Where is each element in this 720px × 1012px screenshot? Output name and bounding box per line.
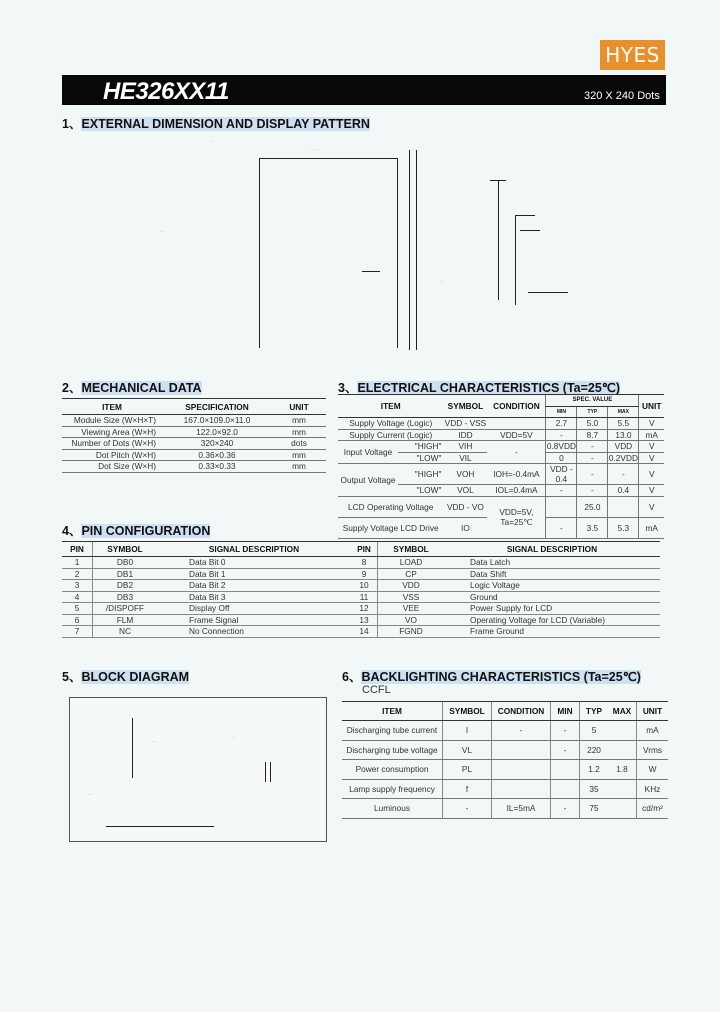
pin-header-desc: SIGNAL DESCRIPTION	[157, 542, 351, 557]
pin-symbol: CP	[378, 568, 445, 580]
pin-header-symbol: SYMBOL	[93, 542, 158, 557]
mech-spec: 122.0×92.0	[162, 426, 272, 438]
pin-header-pin2: PIN	[351, 542, 378, 557]
table-row	[342, 760, 668, 780]
section-5-heading	[62, 667, 189, 685]
bl-symbol: I	[443, 721, 492, 741]
electrical-header-row	[338, 395, 664, 407]
pin-symbol: DB0	[93, 557, 158, 569]
pin-desc: Data Latch	[444, 557, 660, 569]
pin-number: 4	[62, 591, 93, 603]
elec-max	[608, 496, 639, 517]
elec-unit: V	[639, 418, 664, 430]
elec-min: 0	[546, 452, 577, 464]
pin-number: 12	[351, 603, 378, 615]
dot-resolution: 320 X 240 Dots	[584, 90, 660, 102]
mech-unit: mm	[272, 426, 326, 438]
table-row	[62, 461, 326, 473]
elec-cond	[487, 418, 546, 430]
elec-item: Supply Voltage (Logic)	[338, 418, 443, 430]
pin-symbol: VDD	[378, 580, 445, 592]
pin-symbol: VO	[378, 614, 445, 626]
section-4-number: 4、	[62, 524, 82, 538]
dimension-drawing: · · · · · · · · · ·	[150, 130, 670, 375]
bl-symbol: PL	[443, 760, 492, 780]
elec-max: -	[608, 464, 639, 485]
bl-max	[608, 799, 637, 819]
elec-cond: IOH=-0.4mA	[487, 464, 546, 485]
pin-desc: Data Bit 2	[157, 580, 351, 592]
elec-min: -	[546, 485, 577, 497]
elec-max: VDD	[608, 441, 639, 453]
bl-item: Luminous	[342, 799, 443, 819]
mech-header-unit: UNIT	[272, 399, 326, 415]
mech-item: Dot Pitch (W×H)	[62, 449, 162, 461]
elec-cond: -	[487, 441, 546, 464]
pin-number: 6	[62, 614, 93, 626]
elec-unit: V	[639, 452, 664, 464]
bl-cond	[492, 779, 551, 799]
mech-spec: 0.33×0.33	[162, 461, 272, 473]
elec-symbol: VDD - VO	[443, 496, 487, 517]
elec-max: 5.5	[608, 418, 639, 430]
pin-desc: Data Bit 1	[157, 568, 351, 580]
bl-header-unit: UNIT	[637, 702, 669, 721]
bl-min: -	[551, 799, 580, 819]
bl-min: -	[551, 740, 580, 760]
mech-spec: 167.0×109.0×11.0	[162, 415, 272, 427]
pin-symbol: FGND	[378, 626, 445, 638]
elec-cond-group	[487, 496, 546, 538]
table-row	[342, 799, 668, 819]
elec-symbol: VIL	[443, 452, 487, 464]
bl-unit: mA	[637, 721, 669, 741]
bl-max	[608, 740, 637, 760]
backlight-type: CCFL	[362, 684, 391, 696]
pin-table	[62, 541, 660, 638]
pin-header-pin: PIN	[62, 542, 93, 557]
mech-unit: mm	[272, 415, 326, 427]
elec-unit: V	[639, 464, 664, 485]
elec-typ: 8.7	[577, 429, 608, 441]
mech-spec: 0.36×0.36	[162, 449, 272, 461]
mech-unit: dots	[272, 438, 326, 450]
section-1-number: 1、	[62, 117, 82, 131]
bl-typ: 220	[580, 740, 609, 760]
elec-typ: 5.0	[577, 418, 608, 430]
section-1-title: EXTERNAL DIMENSION AND DISPLAY PATTERN	[81, 117, 370, 131]
bl-min	[551, 760, 580, 780]
bl-symbol: VL	[443, 740, 492, 760]
section-2-heading	[62, 378, 202, 396]
bl-item: Power consumption	[342, 760, 443, 780]
pin-number: 7	[62, 626, 93, 638]
elec-unit: mA	[639, 429, 664, 441]
table-row	[62, 603, 660, 615]
pin-symbol: NC	[93, 626, 158, 638]
section-2-number: 2、	[62, 381, 82, 395]
bl-item: Discharging tube current	[342, 721, 443, 741]
elec-min: -	[546, 517, 577, 538]
pin-desc: Operating Voltage for LCD (Variable)	[444, 614, 660, 626]
bl-header-typ: TYP	[580, 702, 609, 721]
table-row	[62, 426, 326, 438]
section-3-title: ELECTRICAL CHARACTERISTICS (Ta=25℃)	[357, 381, 621, 395]
elec-typ: -	[577, 452, 608, 464]
bl-header-min: MIN	[551, 702, 580, 721]
section-6-number: 6、	[342, 670, 362, 684]
bl-max: 1.8	[608, 760, 637, 780]
pin-desc: Logic Voltage	[444, 580, 660, 592]
electrical-table	[338, 394, 664, 539]
bl-item: Discharging tube voltage	[342, 740, 443, 760]
elec-header-spec: SPEC. VALUE	[546, 395, 639, 407]
bl-typ: 35	[580, 779, 609, 799]
bl-unit: Vrms	[637, 740, 669, 760]
mech-header-spec: SPECIFICATION	[162, 399, 272, 415]
pin-symbol: DB1	[93, 568, 158, 580]
elec-item: Supply Current (Logic)	[338, 429, 443, 441]
table-row	[62, 591, 660, 603]
elec-typ: -	[577, 464, 608, 485]
bl-max	[608, 721, 637, 741]
mech-unit: mm	[272, 461, 326, 473]
elec-header-symbol: SYMBOL	[443, 395, 487, 418]
bl-typ: 1.2	[580, 760, 609, 780]
pin-desc: Power Supply for LCD	[444, 603, 660, 615]
table-row	[342, 779, 668, 799]
elec-symbol: VIH	[443, 441, 487, 453]
elec-min	[546, 496, 577, 517]
pin-number: 3	[62, 580, 93, 592]
pin-desc: Ground	[444, 591, 660, 603]
elec-cond: VDD=5V,	[499, 507, 534, 517]
mech-item: Module Size (W×H×T)	[62, 415, 162, 427]
elec-symbol: VOH	[443, 464, 487, 485]
pin-number: 8	[351, 557, 378, 569]
mechanical-header-row	[62, 399, 326, 415]
elec-item: Input Voltage	[338, 441, 398, 464]
pin-header-symbol2: SYMBOL	[378, 542, 445, 557]
bl-max	[608, 779, 637, 799]
pin-symbol: DB3	[93, 591, 158, 603]
elec-unit: V	[639, 485, 664, 497]
table-row	[62, 415, 326, 427]
pin-desc: Display Off	[157, 603, 351, 615]
bl-unit: W	[637, 760, 669, 780]
mech-item: Dot Size (W×H)	[62, 461, 162, 473]
elec-min: 0.8VDD	[546, 441, 576, 452]
pin-symbol: DB2	[93, 580, 158, 592]
bl-unit: KHz	[637, 779, 669, 799]
bl-symbol: -	[443, 799, 492, 819]
pin-number: 2	[62, 568, 93, 580]
elec-min: -	[546, 429, 577, 441]
bl-header-item: ITEM	[342, 702, 443, 721]
pin-desc: No Connection	[157, 626, 351, 638]
pin-number: 1	[62, 557, 93, 569]
elec-header-typ: TYP	[577, 406, 608, 418]
elec-typ: -	[577, 441, 608, 453]
block-diagram: · · · · · · · ·	[69, 697, 327, 842]
elec-item: LCD Operating Voltage	[338, 496, 443, 517]
elec-unit: mA	[639, 517, 664, 538]
section-6-heading	[342, 667, 641, 685]
elec-max: 0.4	[608, 485, 639, 497]
table-row	[342, 740, 668, 760]
pin-desc: Frame Ground	[444, 626, 660, 638]
section-2-title: MECHANICAL DATA	[81, 381, 202, 395]
elec-symbol: VDD - VSS	[444, 418, 487, 429]
elec-symbol: VOL	[443, 485, 487, 497]
elec-item: Output Voltage	[338, 464, 398, 497]
table-row	[62, 568, 660, 580]
mech-item: Viewing Area (W×H)	[62, 426, 162, 438]
section-6-title: BACKLIGHTING CHARACTERISTICS (Ta=25℃)	[361, 670, 641, 684]
table-row	[338, 429, 664, 441]
elec-sub: "HIGH"	[398, 464, 443, 485]
pin-number: 11	[351, 591, 378, 603]
elec-header-max: MAX	[608, 406, 639, 418]
pin-header-desc2: SIGNAL DESCRIPTION	[444, 542, 660, 557]
bl-header-condition: CONDITION	[492, 702, 551, 721]
mechanical-table	[62, 398, 326, 473]
brand-logo: HYES	[600, 40, 665, 70]
section-5-number: 5、	[62, 670, 82, 684]
bl-cond	[492, 760, 551, 780]
bl-cond: IL=5mA	[492, 799, 551, 819]
pin-symbol: /DISPOFF	[93, 603, 158, 615]
pin-symbol: VSS	[378, 591, 445, 603]
bl-typ: 75	[580, 799, 609, 819]
pin-symbol: FLM	[93, 614, 158, 626]
pin-desc: Data Bit 3	[157, 591, 351, 603]
elec-min: VDD - 0.4	[546, 464, 577, 485]
elec-cond: IOL=0.4mA	[487, 485, 546, 497]
bl-symbol: f	[443, 779, 492, 799]
section-4-title: PIN CONFIGURATION	[81, 524, 211, 538]
table-row	[62, 557, 660, 569]
pin-number: 10	[351, 580, 378, 592]
bl-cond	[492, 740, 551, 760]
bl-header-max: MAX	[608, 702, 637, 721]
table-row	[62, 438, 326, 450]
elec-unit: V	[639, 496, 664, 517]
pin-number: 14	[351, 626, 378, 638]
section-3-number: 3、	[338, 381, 358, 395]
mech-header-item: ITEM	[62, 399, 162, 415]
elec-sub: "LOW"	[398, 485, 443, 497]
elec-min: 2.7	[546, 418, 577, 430]
pin-desc: Frame Signal	[157, 614, 351, 626]
elec-header-min: MIN	[546, 406, 577, 418]
elec-max: 5.3	[608, 517, 639, 538]
pin-number: 9	[351, 568, 378, 580]
table-row	[62, 449, 326, 461]
table-row	[342, 721, 668, 741]
elec-header-item: ITEM	[338, 395, 443, 418]
table-row	[338, 418, 664, 430]
mech-unit: mm	[272, 449, 326, 461]
model-title: HE326XX11	[103, 78, 229, 105]
mech-item: Number of Dots (W×H)	[62, 438, 162, 450]
table-row	[62, 580, 660, 592]
table-row	[338, 441, 664, 453]
table-row	[338, 464, 664, 485]
mech-spec: 320×240	[162, 438, 272, 450]
elec-item: Supply Voltage LCD Drive	[338, 517, 443, 538]
backlight-table	[342, 701, 668, 819]
elec-header-unit: UNIT	[639, 395, 664, 418]
elec-sub: "HIGH"	[398, 441, 443, 453]
elec-typ: 25.0	[577, 496, 608, 517]
backlight-header-row	[342, 702, 668, 721]
elec-symbol: IO	[443, 517, 487, 538]
elec-cond: Ta=25℃	[500, 517, 533, 527]
bl-typ: 5	[580, 721, 609, 741]
elec-symbol: IDD	[443, 429, 487, 441]
elec-typ: -	[577, 485, 608, 497]
pin-number: 5	[62, 603, 93, 615]
elec-typ: 3.5	[577, 517, 608, 538]
elec-max: 0.2VDD	[608, 452, 638, 463]
bl-item: Lamp supply frequency	[342, 779, 443, 799]
table-row	[338, 496, 664, 517]
elec-unit: V	[639, 441, 664, 453]
elec-cond: VDD=5V	[487, 429, 546, 441]
elec-header-condition: CONDITION	[487, 395, 546, 418]
pin-symbol: LOAD	[378, 557, 445, 569]
bl-min: -	[551, 721, 580, 741]
section-4-heading	[62, 521, 210, 539]
section-5-title: BLOCK DIAGRAM	[81, 670, 190, 684]
pin-number: 13	[351, 614, 378, 626]
pin-desc: Data Shift	[444, 568, 660, 580]
elec-sub: "LOW"	[398, 452, 443, 464]
elec-max: 13.0	[608, 429, 639, 441]
pin-header-row	[62, 542, 660, 557]
bl-header-symbol: SYMBOL	[443, 702, 492, 721]
bl-cond: -	[492, 721, 551, 741]
table-row	[62, 614, 660, 626]
pin-symbol: VEE	[378, 603, 445, 615]
bl-min	[551, 779, 580, 799]
table-row	[62, 626, 660, 638]
pin-desc: Data Bit 0	[157, 557, 351, 569]
bl-unit: cd/m²	[637, 799, 669, 819]
